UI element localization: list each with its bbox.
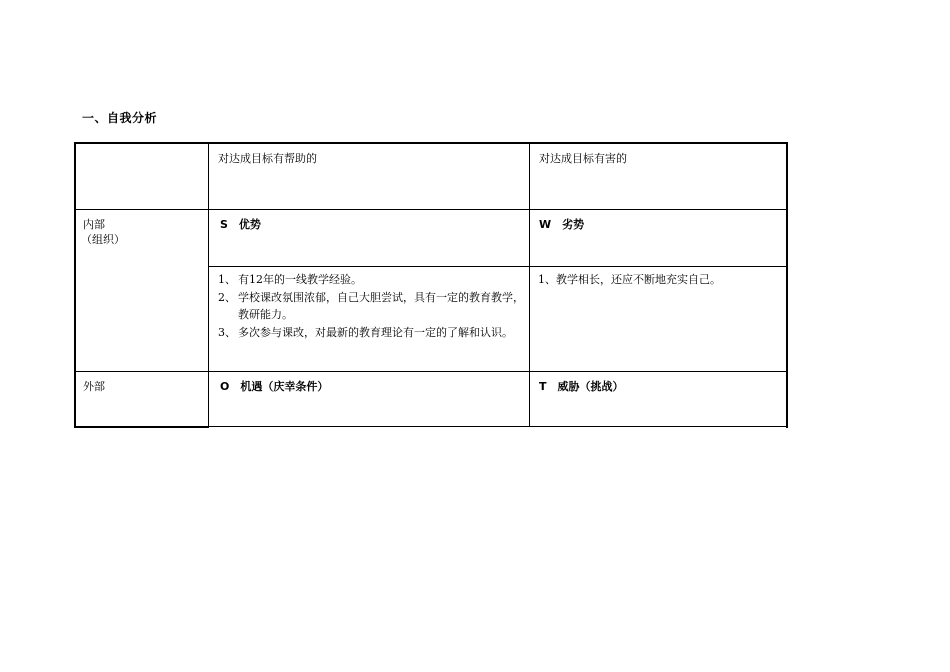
table-border-bottom bbox=[209, 426, 788, 427]
table-border-right bbox=[786, 142, 788, 428]
section-title: 一、自我分析 bbox=[82, 111, 158, 125]
opportunity-title: O 机遇（庆幸条件） bbox=[220, 380, 329, 393]
list-item bbox=[218, 271, 524, 289]
header-helpful: 对达成目标有帮助的 bbox=[218, 152, 317, 165]
header-harmful: 对达成目标有害的 bbox=[539, 152, 627, 165]
table-border-left bbox=[74, 142, 76, 428]
list-item bbox=[218, 324, 524, 342]
list-item-number: 1、 bbox=[218, 273, 236, 286]
list-item: 1、教学相长，还应不断地充实自己。 bbox=[538, 273, 721, 286]
swot-table bbox=[74, 142, 788, 428]
weaknesses-list bbox=[538, 271, 778, 289]
threat-title: T 威胁（挑战） bbox=[539, 380, 624, 393]
list-item-text: 有12年的一线教学经验。 bbox=[238, 273, 362, 286]
list-item-text: 学校课改氛围浓郁，自己大胆尝试，具有一定的教育教学，教研能力。 bbox=[238, 290, 524, 321]
internal-label-line1: 内部 bbox=[83, 218, 105, 231]
list-item-number: 3、 bbox=[218, 325, 236, 339]
row-divider bbox=[74, 371, 788, 372]
list-item bbox=[218, 289, 524, 324]
row-divider bbox=[74, 209, 788, 210]
internal-label bbox=[83, 218, 125, 247]
strengths-list bbox=[218, 271, 524, 341]
internal-label-line2: （组织） bbox=[81, 233, 125, 246]
weakness-title: W 劣势 bbox=[539, 218, 585, 231]
external-label: 外部 bbox=[83, 380, 105, 393]
row-divider bbox=[209, 266, 788, 267]
list-item-number: 2、 bbox=[218, 290, 236, 304]
column-divider bbox=[208, 142, 209, 428]
table-border-top bbox=[74, 142, 788, 144]
column-divider bbox=[529, 142, 530, 426]
list-item-text: 多次参与课改，对最新的教育理论有一定的了解和认识。 bbox=[238, 325, 513, 339]
strength-title: S 优势 bbox=[220, 218, 261, 231]
table-border-bottom bbox=[74, 426, 209, 428]
